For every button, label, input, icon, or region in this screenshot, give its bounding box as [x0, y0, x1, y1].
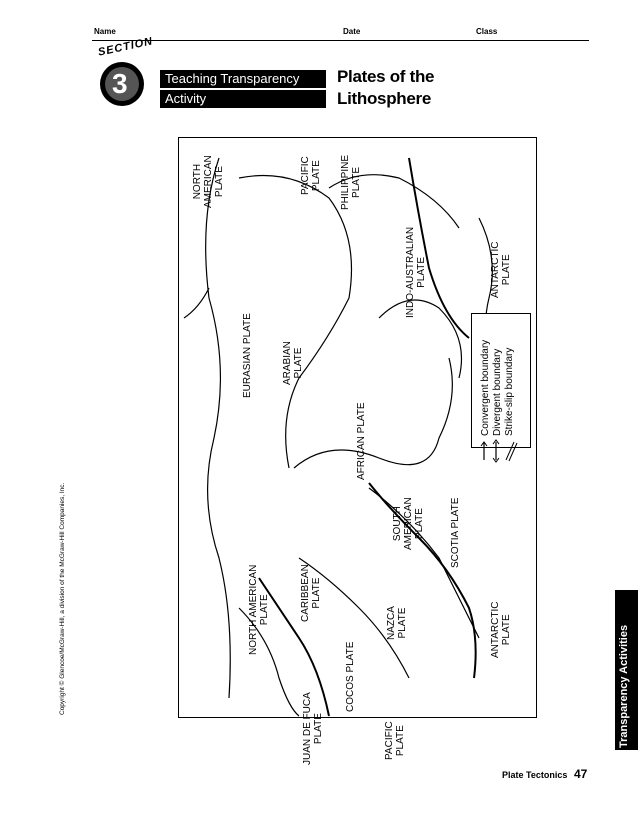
banner-line-1: Teaching Transparency [160, 70, 326, 88]
banner-line-2: Activity [160, 90, 326, 108]
label-north-american-bottom [248, 565, 270, 655]
label-antarctic-bottom-2: PLATE [501, 614, 512, 646]
copyright-notice: Copyright © Glencoe/McGraw-Hill, a division of the McGraw-Hill Companies, Inc. [59, 482, 66, 715]
class-label: Class [476, 27, 498, 36]
label-antarctic-bottom [490, 602, 512, 658]
footer-chapter: Plate Tectonics [502, 770, 568, 780]
label-juan-de-fuca [302, 692, 324, 765]
label-north-american-bottom-1: NORTH AMERICAN [248, 564, 259, 655]
name-label: Name [94, 27, 116, 36]
page-number: 47 [574, 767, 588, 781]
label-south-american [392, 497, 425, 550]
legend-convergent: Convergent boundary [480, 339, 491, 436]
title-line-2: Lithosphere [337, 89, 431, 108]
label-north-american-top [192, 155, 225, 208]
label-indo-australian [405, 227, 427, 318]
label-philippine-2: PLATE [351, 167, 362, 198]
label-african: AFRICAN PLATE [356, 402, 367, 480]
label-pacific-bottom [384, 721, 406, 760]
label-scotia: SCOTIA PLATE [450, 497, 461, 568]
label-caribbean-2: PLATE [311, 577, 322, 609]
label-eurasian: EURASIAN PLATE [242, 313, 253, 398]
label-arabian [282, 341, 304, 385]
label-juan-de-fuca-1: JUAN DE FUCA [302, 692, 313, 765]
label-juan-de-fuca-2: PLATE [313, 713, 324, 745]
label-caribbean-1: CARIBBEAN [300, 564, 311, 622]
label-south-american-1: SOUTH [392, 506, 403, 542]
label-pacific-bottom-2: PLATE [395, 725, 406, 757]
page-title [337, 66, 434, 110]
label-antarctic-top [490, 242, 512, 298]
label-north-american-top-1: NORTH [192, 163, 203, 200]
label-antarctic-bottom-1: ANTARCTIC [490, 601, 501, 658]
label-south-american-2: AMERICAN [403, 497, 414, 550]
label-nazca [386, 606, 408, 640]
label-arabian-1: ARABIAN [282, 341, 293, 385]
header-rule [92, 40, 589, 41]
section-word: SECTION [97, 35, 155, 59]
label-pacific-top-1: PACIFIC [300, 156, 311, 195]
label-nazca-1: NAZCA [386, 606, 397, 640]
label-arabian-2: PLATE [293, 347, 304, 379]
label-pacific-top [300, 156, 322, 195]
label-north-american-top-3: PLATE [214, 166, 225, 198]
label-indo-australian-1: INDO-AUSTRALIAN [405, 226, 416, 318]
label-philippine-1: PHILIPPINE [340, 154, 351, 210]
label-indo-australian-2: PLATE [416, 256, 427, 288]
label-cocos: COCOS PLATE [345, 641, 356, 712]
label-caribbean [300, 564, 322, 622]
label-philippine [340, 155, 362, 210]
label-pacific-top-2: PLATE [311, 160, 322, 192]
title-line-1: Plates of the [337, 67, 435, 86]
section-number: 3 [112, 68, 128, 99]
label-antarctic-top-1: ANTARCTIC [490, 241, 501, 298]
legend-strike-slip: Strike-slip boundary [504, 347, 515, 436]
legend-symbols [478, 438, 522, 464]
legend-divergent: Divergent boundary [492, 348, 503, 436]
label-south-american-3: PLATE [414, 508, 425, 540]
label-north-american-bottom-2: PLATE [259, 594, 270, 626]
label-nazca-2: PLATE [397, 607, 408, 639]
label-north-american-top-2: AMERICAN [203, 155, 214, 208]
label-pacific-bottom-1: PACIFIC [384, 721, 395, 760]
date-label: Date [343, 27, 361, 36]
label-antarctic-top-2: PLATE [501, 254, 512, 286]
section-tab-label: Transparency Activities [618, 624, 630, 748]
legend-text [480, 340, 516, 436]
